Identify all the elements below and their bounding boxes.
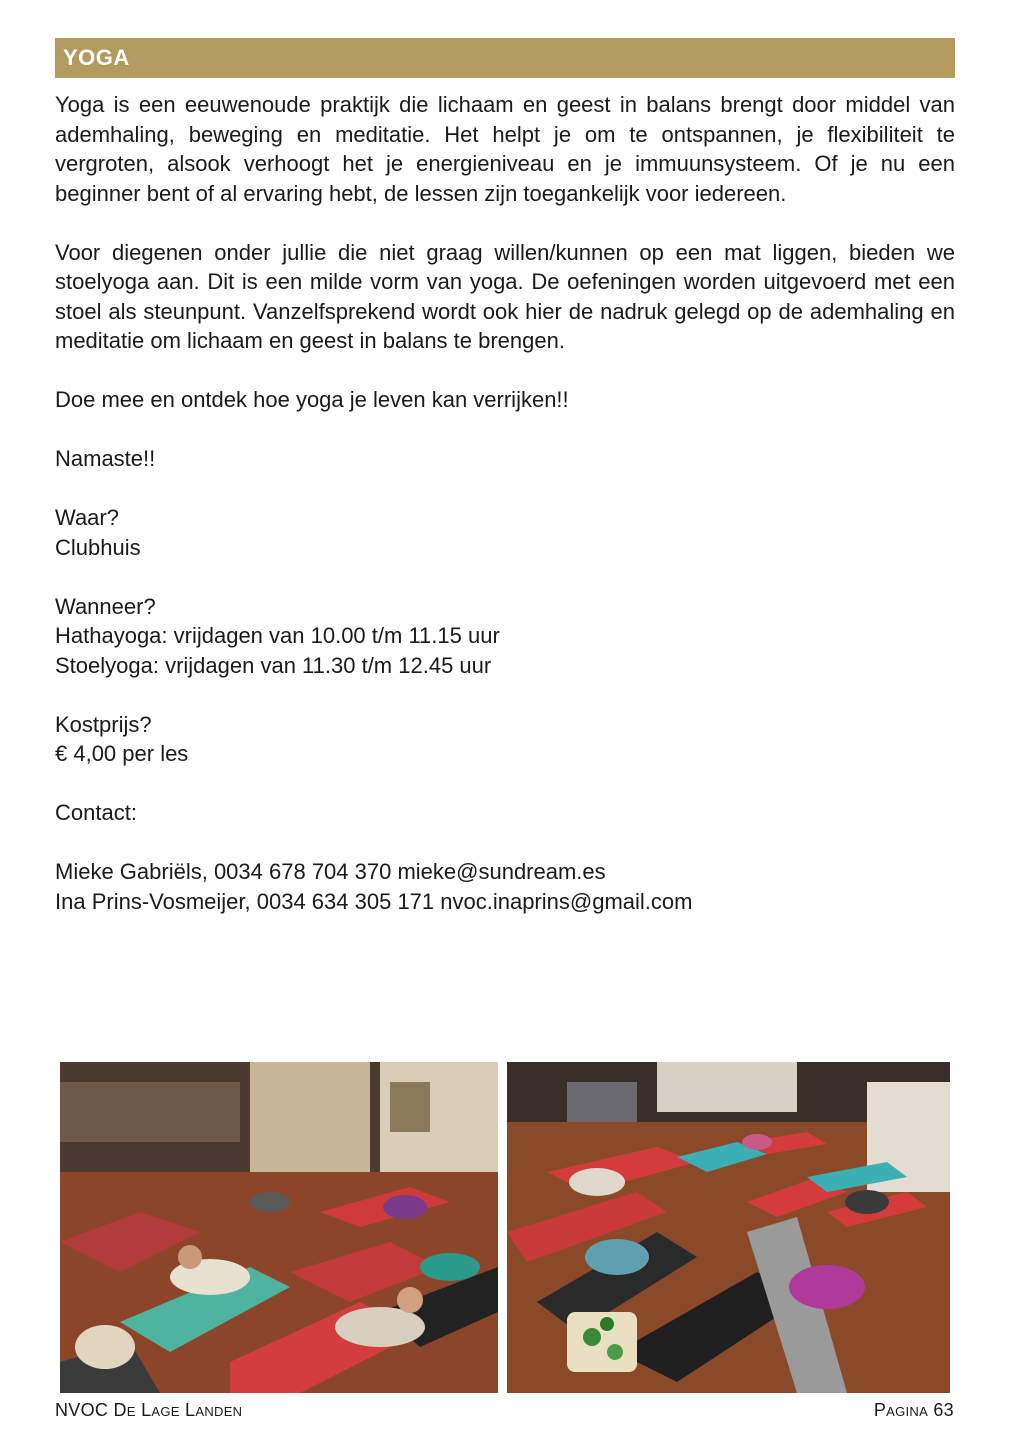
where-label: Waar? bbox=[55, 505, 119, 530]
contact-mieke: Mieke Gabriëls, 0034 678 704 370 mieke@sundream.es bbox=[55, 859, 606, 884]
cost-label: Kostprijs? bbox=[55, 711, 152, 737]
section-title: YOGA bbox=[63, 45, 130, 70]
when-label: Wanneer? bbox=[55, 593, 156, 619]
yoga-class-photo-right bbox=[507, 1062, 950, 1393]
footer-page-number: Pagina 63 bbox=[873, 1400, 954, 1420]
where-value: Clubhuis bbox=[55, 534, 141, 560]
when-stoelyoga: Stoelyoga: vrijdagen van 11.30 t/m 12.45 uur bbox=[55, 652, 492, 678]
cost-value: € 4,00 per les bbox=[55, 741, 189, 766]
footer-publication: NVOC De Lage Landen bbox=[55, 1400, 243, 1420]
contact-ina: Ina Prins-Vosmeijer, 0034 634 305 171 nvoc.inaprins@gmail.com bbox=[55, 888, 693, 914]
contact-heading: Contact: bbox=[55, 800, 137, 825]
where-block bbox=[55, 503, 955, 562]
chair-yoga-paragraph: Voor diegenen onder jullie die niet graag willen/kunnen op een mat liggen, bieden we stoelyoga aan. Dit is een milde vorm van yoga. De oefeningen worden uitgevoerd met een stoel als steunpunt. Vanzelfsprekend wordt ook hier de nadruk gelegd op de ademhaling en meditatie om lichaam en geest in balans te brengen. bbox=[55, 239, 955, 353]
when-hathayoga: Hathayoga: vrijdagen van 10.00 t/m 11.15 uur bbox=[55, 623, 500, 648]
greeting-paragraph: Namaste!! bbox=[55, 446, 156, 471]
cost-block bbox=[55, 710, 955, 769]
article-body bbox=[55, 90, 955, 946]
yoga-class-photo-left bbox=[60, 1062, 498, 1393]
contact-block bbox=[55, 857, 955, 916]
intro-paragraph: Yoga is een eeuwenoude praktijk die lichaam en geest in balans brengt door middel van ademhaling, beweging en meditatie. Het helpt je om te ontspannen, je flexibiliteit te vergroten, alsook verhoogt het je energieniveau en je immuunsysteem. Of je nu een beginner bent of al ervaring hebt, de lessen zijn toegankelijk voor iedereen. bbox=[55, 92, 955, 206]
invite-paragraph: Doe mee en ontdek hoe yoga je leven kan verrijken!! bbox=[55, 387, 569, 412]
when-block bbox=[55, 592, 955, 681]
section-header-bar bbox=[55, 38, 955, 78]
